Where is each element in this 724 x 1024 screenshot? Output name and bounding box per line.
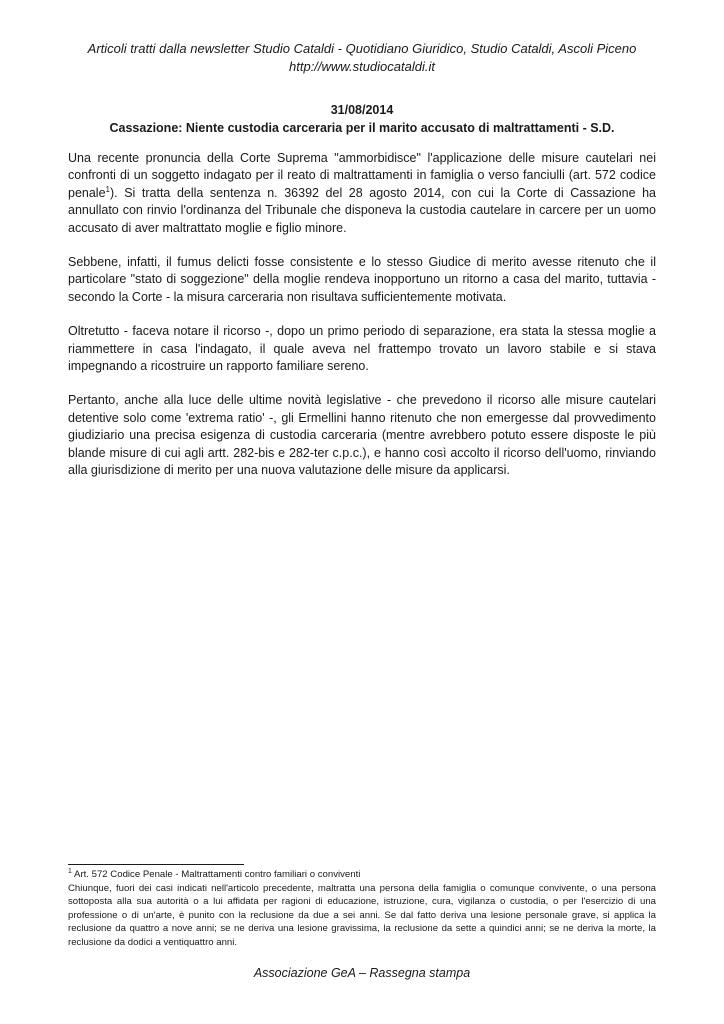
page-header bbox=[60, 40, 664, 76]
footnote-title-line bbox=[68, 868, 656, 882]
paragraph-4: Pertanto, anche alla luce delle ultime novità legislative - che prevedono il ricorso alle misure cautelari detentive solo come 'extrema ratio' -, gli Ermellini hanno ritenuto che non emergesse dal provvedimento giudiziario una precisa esigenza di custodia carceraria (mentre avrebbero potuto essere disposte le più blande misure di cui agli artt. 282-bis e 282-ter c.p.c.), e hanno così accolto il ricorso dell'uomo, rinviando alla giurisdizione di merito per una nuova valutazione delle misure da applicarsi. bbox=[68, 393, 656, 478]
article-body bbox=[68, 150, 656, 497]
header-url: http://www.studiocataldi.it bbox=[289, 59, 435, 74]
footnote-separator bbox=[68, 864, 244, 865]
footnote-number: 1 bbox=[68, 867, 72, 875]
footnote-reference: 1 bbox=[105, 184, 110, 194]
paragraph-2: Sebbene, infatti, il fumus delicti fosse consistente e lo stesso Giudice di merito avesse ritenuto che il particolare "stato di soggezione" della moglie rendeva inopportuno un ritorno a casa del marito, tuttavia - secondo la Corte - la misura carceraria non risultava sufficientemente motivata. bbox=[68, 255, 656, 304]
article-heading bbox=[60, 101, 664, 137]
paragraph-1-end: ). Si tratta della sentenza n. 36392 del 28 agosto 2014, con cui la Corte di Cassazione ha annullato con rinvio l'ordinanza del Tribunale che disponeva la custodia cautelare in carcere per un uomo accusato di aver maltrattato moglie e figlio minore. bbox=[68, 185, 656, 235]
article-date: 31/08/2014 bbox=[330, 103, 394, 117]
footnote-title: Art. 572 Codice Penale - Maltrattamenti contro familiari o conviventi bbox=[74, 869, 361, 880]
footnote bbox=[68, 868, 656, 949]
paragraph-1 bbox=[68, 150, 656, 237]
footnote-text: Chiunque, fuori dei casi indicati nell'articolo precedente, maltratta una persona della famiglia o comunque convivente, o una persona sottoposta alla sua autorità o a lui affidata per ragioni di educazione, istruzione, cura, vigilanza o custodia, o per l'esercizio di una professione o di un'arte, è punito con la reclusione da due a sei anni. Se dal fatto deriva una lesione personale grave, si applica la reclusione da quattro a nove anni; se ne deriva una lesione gravissima, la reclusione da sette a quindici anni; se ne deriva la morte, la reclusione da dodici a ventiquattro anni. bbox=[68, 882, 656, 948]
header-source-line: Articoli tratti dalla newsletter Studio Cataldi - Quotidiano Giuridico, Studio Cataldi, Ascoli Piceno bbox=[87, 41, 637, 56]
page-footer: Associazione GeA – Rassegna stampa bbox=[253, 966, 471, 980]
paragraph-1-start: Una recente pronuncia della Corte Suprema "ammorbidisce" l'applicazione delle misure cautelari nei confronti di un soggetto indagato per il reato di maltrattamenti in famiglia o verso fanciulli (art. 572 codice penale bbox=[68, 151, 656, 200]
paragraph-3: Oltretutto - faceva notare il ricorso -, dopo un primo periodo di separazione, era stata la stessa moglie a riammettere in casa l'indagato, il quale aveva nel frattempo trovato un lavoro stabile e si stava impegnando a ricostruire un rapporto familiare sereno. bbox=[68, 324, 656, 374]
article-title: Cassazione: Niente custodia carceraria per il marito accusato di maltrattamenti - S.D. bbox=[109, 121, 615, 135]
